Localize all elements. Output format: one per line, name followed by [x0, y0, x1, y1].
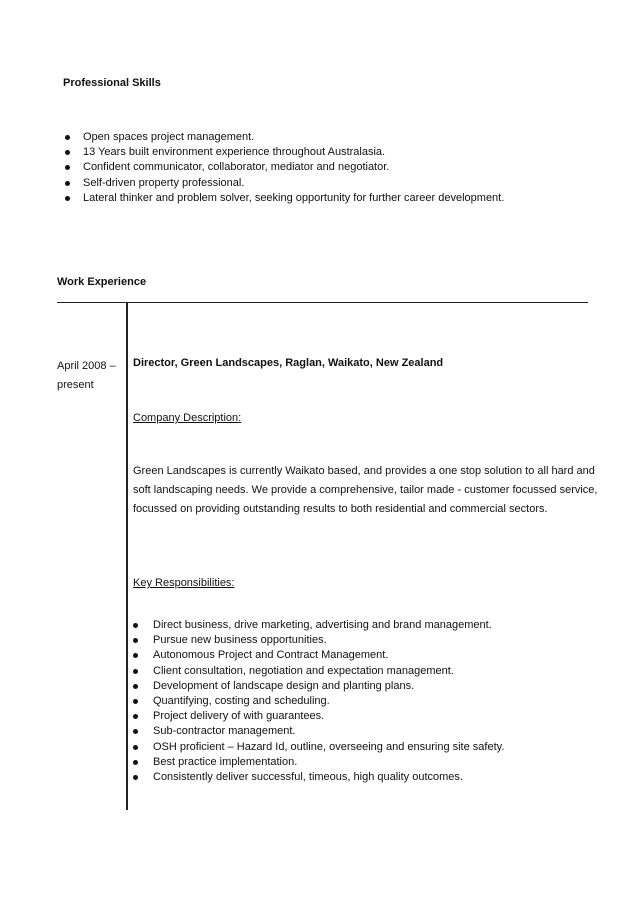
company-description: [133, 462, 597, 519]
list-item: 13 Years built environment experience throughout Australasia.: [63, 145, 504, 160]
list-item: Project delivery of with guarantees.: [133, 709, 504, 724]
description-line: focussed on providing outstanding results to both residential and commercial sectors.: [133, 503, 548, 515]
work-experience-heading: Work Experience: [57, 276, 147, 288]
job-title: Director, Green Landscapes, Raglan, Waikato, New Zealand: [133, 357, 444, 369]
list-item: Development of landscape design and planting plans.: [133, 679, 504, 694]
list-item: Lateral thinker and problem solver, seeking opportunity for further career development.: [63, 191, 504, 206]
description-line: soft landscaping needs. We provide a comprehensive, tailor made - customer focussed service,: [133, 484, 598, 496]
list-item: Best practice implementation.: [133, 755, 504, 770]
entry-date: [57, 357, 116, 395]
professional-skills-heading: Professional Skills: [63, 77, 161, 89]
description-line: Green Landscapes is currently Waikato based, and provides a one stop solution to all hard and: [133, 465, 595, 477]
list-item: Autonomous Project and Contract Management.: [133, 648, 504, 663]
list-item: Client consultation, negotiation and expectation management.: [133, 664, 504, 679]
list-item: Direct business, drive marketing, advertising and brand management.: [133, 618, 504, 633]
column-divider: [126, 303, 128, 810]
list-item: Consistently deliver successful, timeous, high quality outcomes.: [133, 770, 504, 785]
skills-list: [63, 130, 504, 206]
list-item: Sub-contractor management.: [133, 724, 504, 739]
list-item: Pursue new business opportunities.: [133, 633, 504, 648]
list-item: Confident communicator, collaborator, mediator and negotiator.: [63, 160, 504, 175]
section-divider: [57, 302, 588, 303]
list-item: OSH proficient – Hazard Id, outline, overseeing and ensuring site safety.: [133, 740, 504, 755]
list-item: Quantifying, costing and scheduling.: [133, 694, 504, 709]
key-responsibilities-label: Key Responsibilities:: [133, 577, 235, 589]
list-item: Open spaces project management.: [63, 130, 504, 145]
list-item: Self-driven property professional.: [63, 176, 504, 191]
date-start: April 2008 –: [57, 360, 116, 372]
date-end: present: [57, 379, 94, 391]
company-description-label: Company Description:: [133, 412, 242, 424]
responsibilities-list: [133, 618, 504, 785]
